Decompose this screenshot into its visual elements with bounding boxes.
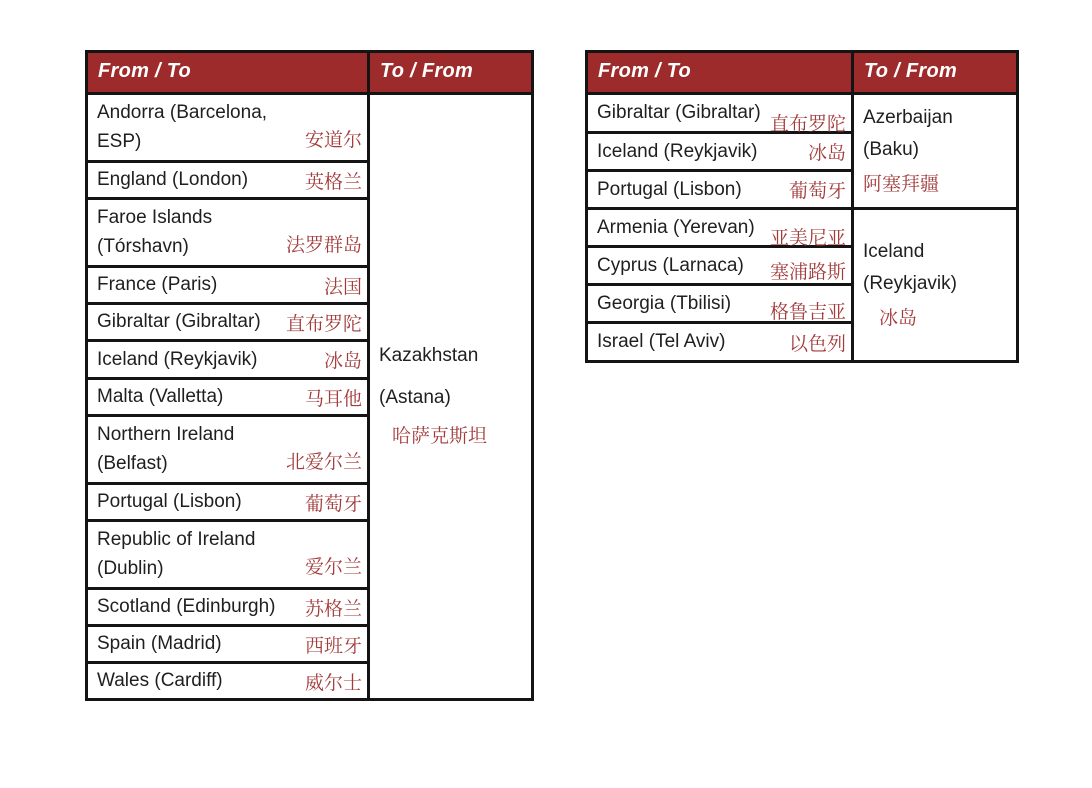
origin-name-chinese: 爱尔兰: [304, 557, 362, 578]
origin-cell-gibraltar: [87, 304, 369, 341]
origin-cell-iceland: [587, 133, 853, 171]
destination-city: (Astana): [379, 387, 451, 408]
destination-name-chinese: 冰岛: [879, 307, 918, 329]
origin-cell-iceland: [87, 341, 369, 379]
origin-name: Portugal (Lisbon): [97, 491, 242, 512]
origin-name-chinese: 直布罗陀: [285, 313, 362, 335]
origin-name-chinese: 苏格兰: [304, 598, 362, 620]
origin-cell-andorra: [87, 94, 369, 162]
left-header-row: [87, 52, 533, 94]
destination-name: Kazakhstan: [379, 345, 479, 366]
origin-name-chinese: 直布罗陀: [769, 113, 846, 135]
origin-name-chinese: 北爱尔兰: [285, 452, 362, 473]
origin-name-chinese: 格鲁吉亚: [769, 302, 846, 323]
origin-name: France (Paris): [97, 274, 218, 295]
origin-name: Scotland (Edinburgh): [97, 596, 276, 617]
origin-cell-israel: [587, 323, 853, 362]
origin-name-chinese: 塞浦路斯: [769, 262, 846, 283]
right-destination-cell-iceland: [853, 209, 1018, 362]
destination-name: Azerbaijan: [863, 106, 953, 128]
origin-cell-armenia: [587, 209, 853, 247]
origin-cell-portugal: [587, 171, 853, 209]
origin-cell-georgia: [587, 285, 853, 323]
origin-name-chinese: 法国: [323, 276, 362, 298]
left-routes-table: [85, 50, 534, 701]
destination-city: (Baku): [863, 138, 919, 160]
origin-name: Spain (Madrid): [97, 633, 222, 654]
origin-name-chinese: 冰岛: [807, 143, 846, 164]
origin-name: Republic of Ireland (Dublin): [97, 529, 256, 579]
origin-name: Iceland (Reykjavik): [597, 140, 758, 162]
origin-cell-malta: [87, 379, 369, 416]
table-row-armenia: [587, 209, 1018, 247]
origin-name: Wales (Cardiff): [97, 670, 223, 691]
left-destination-cell: [369, 94, 533, 700]
origin-name: Israel (Tel Aviv): [597, 331, 726, 352]
origin-cell-gibraltar: [587, 94, 853, 133]
origin-name: Iceland (Reykjavik): [97, 348, 258, 370]
origin-name: Portugal (Lisbon): [597, 178, 742, 200]
origin-name: England (London): [97, 169, 249, 190]
origin-name: Faroe Islands (Tórshavn): [97, 207, 213, 257]
origin-name-chinese: 法罗群岛: [285, 235, 362, 256]
origin-name-chinese: 马耳他: [304, 388, 362, 410]
origin-cell-wales: [87, 663, 369, 700]
origin-cell-cyprus: [587, 247, 853, 285]
origin-name: Andorra (Barcelona, ESP): [97, 102, 268, 152]
right-destination-cell-azerbaijan: [853, 94, 1018, 209]
destination-name-chinese: 阿塞拜疆: [863, 173, 940, 195]
origin-name-chinese: 英格兰: [304, 171, 362, 193]
origin-name-chinese: 威尔士: [304, 672, 362, 694]
table-row-gibraltar: [587, 94, 1018, 133]
origin-name: Gibraltar (Gibraltar): [97, 311, 261, 332]
origin-name-chinese: 葡萄牙: [788, 181, 846, 202]
origin-name: Malta (Valletta): [97, 386, 224, 407]
origin-cell-france: [87, 267, 369, 304]
origin-name: Northern Ireland (Belfast): [97, 424, 235, 474]
destination-name-chinese: 哈萨克斯坦: [392, 426, 488, 447]
origin-name-chinese: 葡萄牙: [304, 493, 362, 515]
origin-cell-england: [87, 162, 369, 199]
origin-cell-scotland: [87, 589, 369, 626]
left-header-to-from: To / From: [369, 52, 533, 94]
origin-name: Gibraltar (Gibraltar): [597, 102, 761, 123]
right-header-row: [587, 52, 1018, 94]
origin-cell-faroe-islands: [87, 199, 369, 267]
right-routes-table: [585, 50, 1019, 363]
origin-name: Georgia (Tbilisi): [597, 292, 732, 314]
origin-name-chinese: 亚美尼亚: [769, 228, 846, 249]
origin-name: Armenia (Yerevan): [597, 216, 755, 238]
origin-name-chinese: 以色列: [788, 333, 846, 355]
destination-city: (Reykjavik): [863, 272, 957, 294]
table-row-andorra: [87, 94, 533, 162]
left-header-from-to: From / To: [87, 52, 369, 94]
origin-cell-republic-of-ireland: [87, 521, 369, 589]
origin-cell-northern-ireland: [87, 416, 369, 484]
origin-name-chinese: 安道尔: [304, 130, 362, 151]
origin-name-chinese: 冰岛: [323, 351, 362, 372]
origin-name: Cyprus (Larnaca): [597, 254, 744, 276]
right-header-to-from: To / From: [853, 52, 1018, 94]
right-header-from-to: From / To: [587, 52, 853, 94]
origin-cell-spain: [87, 626, 369, 663]
origin-name-chinese: 西班牙: [304, 635, 362, 657]
destination-name: Iceland: [863, 240, 925, 262]
origin-cell-portugal: [87, 484, 369, 521]
